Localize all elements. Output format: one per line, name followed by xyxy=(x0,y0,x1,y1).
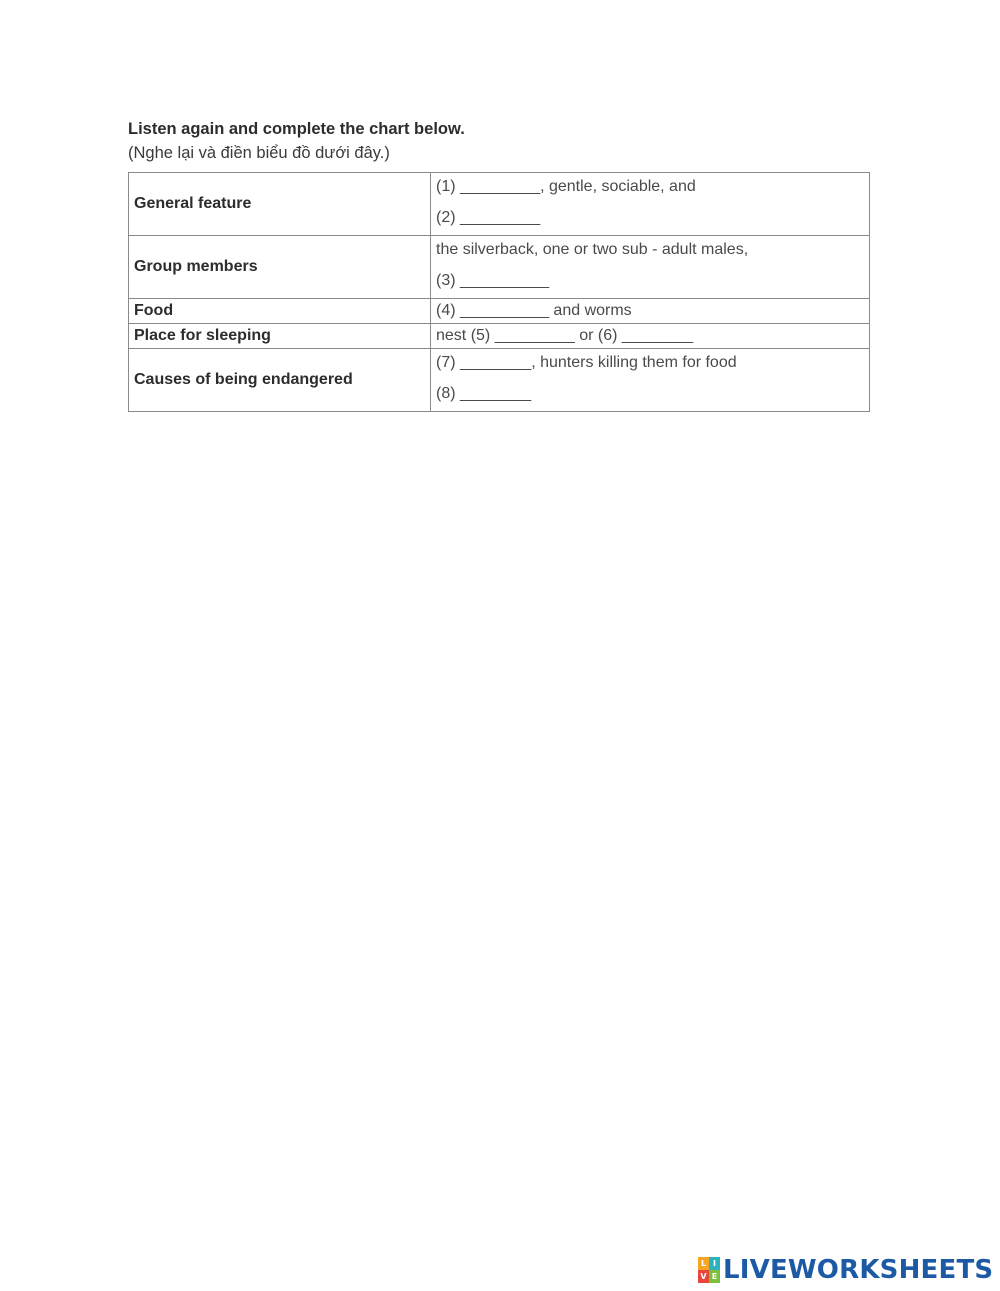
logo-letter: L xyxy=(698,1257,709,1270)
row-label: General feature xyxy=(129,173,431,236)
table-row-causes-endangered xyxy=(129,349,870,412)
answer-line: nest (5) _________ or (6) ________ xyxy=(436,327,694,344)
answer-cell xyxy=(431,324,870,349)
brand-name: LIVEWORKSHEETS xyxy=(723,1255,994,1285)
row-label: Causes of being endangered xyxy=(129,349,431,412)
answer-line: (1) _________, gentle, sociable, and xyxy=(436,178,696,195)
answer-cell xyxy=(431,349,870,412)
logo-letter: V xyxy=(698,1270,709,1283)
answer-line: (7) ________, hunters killing them for food xyxy=(436,354,737,371)
answer-line: (8) ________ xyxy=(436,385,532,402)
answer-line: (4) __________ and worms xyxy=(436,302,632,319)
logo-letter: I xyxy=(709,1257,720,1270)
table-row-food xyxy=(129,299,870,324)
answer-cell xyxy=(431,299,870,324)
completion-chart xyxy=(128,172,870,412)
answer-cell xyxy=(431,236,870,299)
answer-line: (2) _________ xyxy=(436,209,541,226)
logo-letter: E xyxy=(709,1270,720,1283)
answer-cell xyxy=(431,173,870,236)
live-logo-icon xyxy=(698,1257,720,1283)
table-row-place-for-sleeping xyxy=(129,324,870,349)
instruction-translation: (Nghe lại và điền biểu đồ dưới đây.) xyxy=(128,144,390,162)
row-label: Food xyxy=(129,299,431,324)
answer-line: (3) __________ xyxy=(436,272,549,289)
table-row-group-members xyxy=(129,236,870,299)
liveworksheets-logo xyxy=(698,1256,993,1284)
instruction-title: Listen again and complete the chart below. xyxy=(128,120,465,138)
answer-line: the silverback, one or two sub - adult males, xyxy=(436,241,749,258)
row-label: Place for sleeping xyxy=(129,324,431,349)
table-row-general-feature xyxy=(129,173,870,236)
row-label: Group members xyxy=(129,236,431,299)
